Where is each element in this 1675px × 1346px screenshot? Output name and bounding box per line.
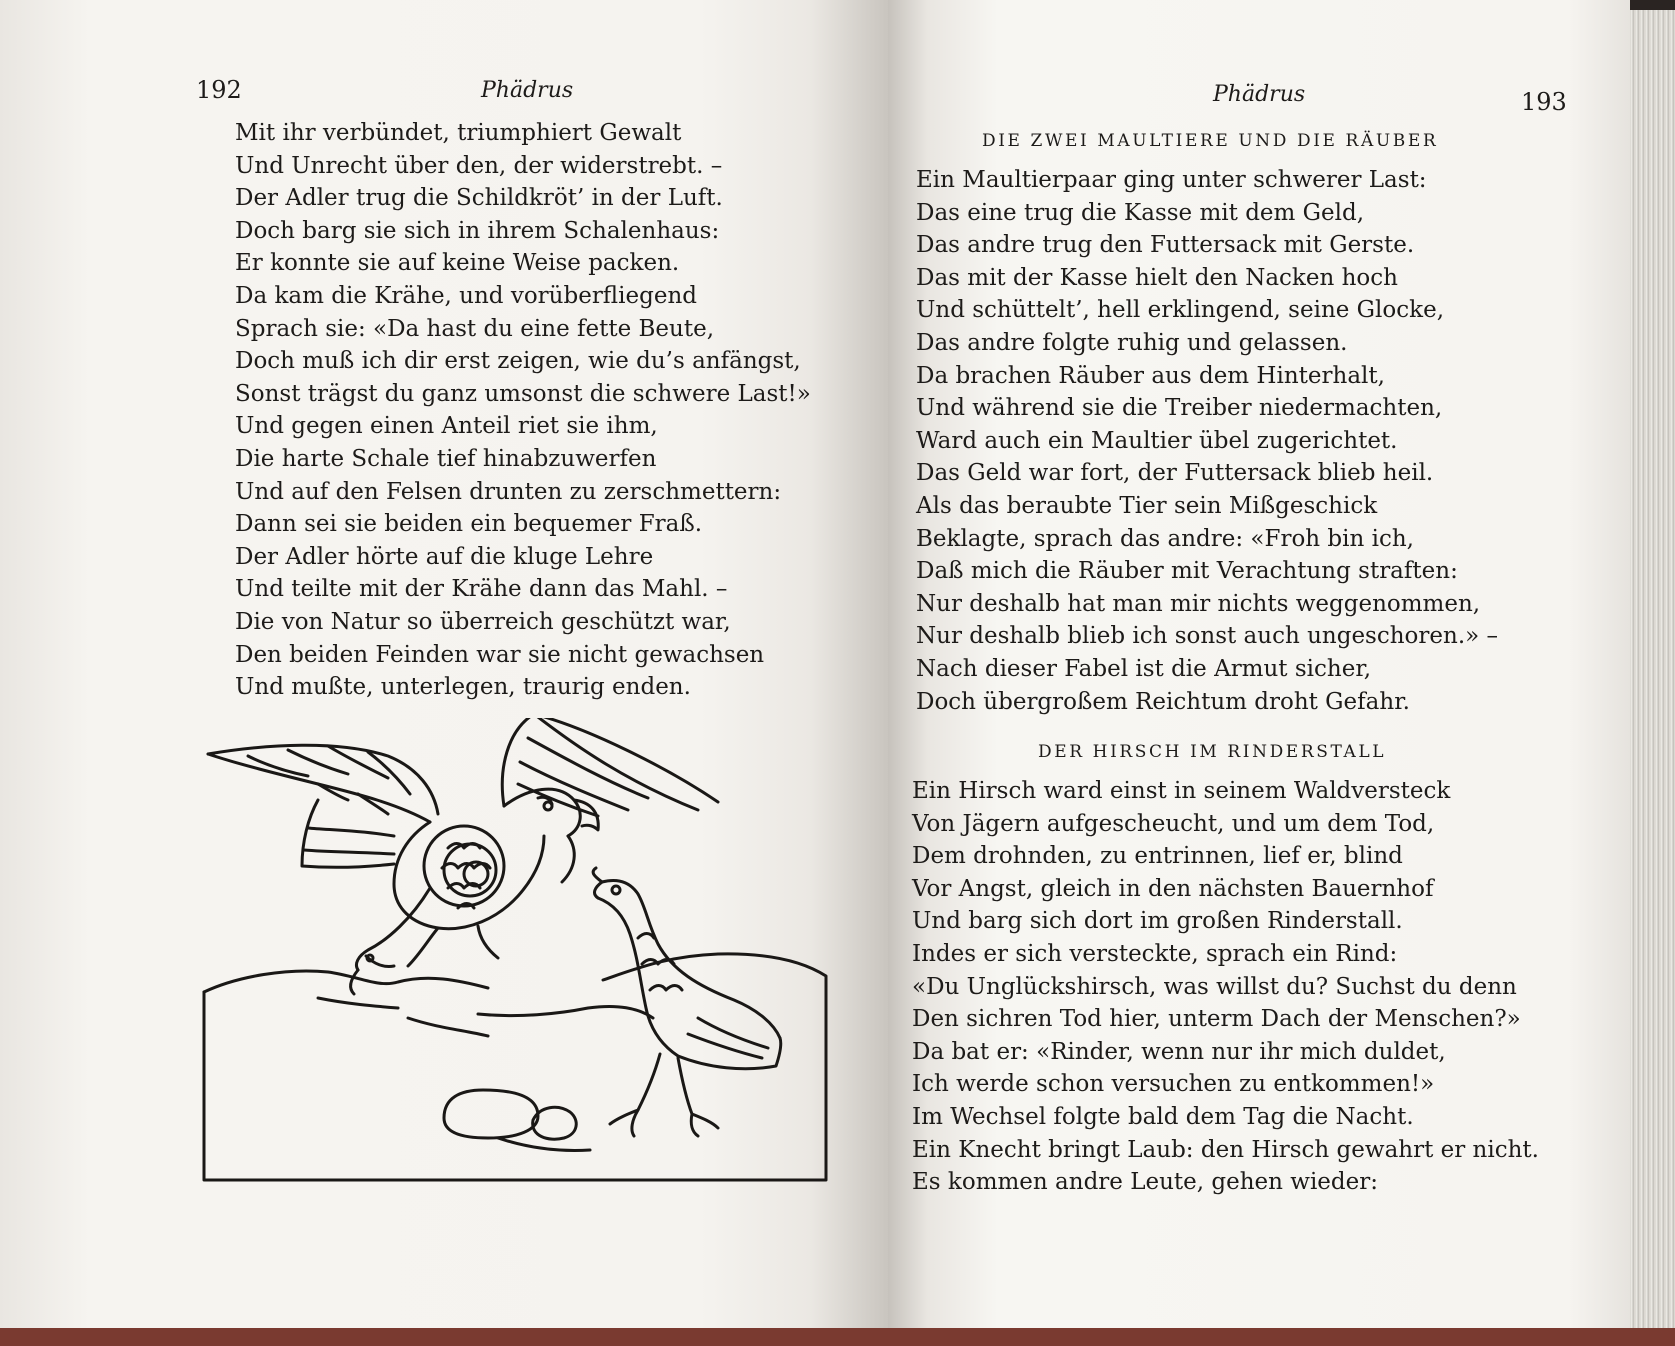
maultiere-verse-line: Und schüttelt’, hell erklingend, seine Glocke, xyxy=(916,297,1445,324)
hirsch-verse-line: Und barg sich dort im großen Rinderstall. xyxy=(912,908,1403,935)
hirsch-verse-line: Ich werde schon versuchen zu entkommen!» xyxy=(912,1071,1435,1098)
maultiere-verse-line: Das mit der Kasse hielt den Nacken hoch xyxy=(916,264,1398,291)
maultiere-verse-line: Das eine trug die Kasse mit dem Geld, xyxy=(916,199,1365,226)
left-verse-line: Sonst trägst du ganz umsonst die schwere Last!» xyxy=(235,380,811,407)
maultiere-verse-line: Das andre trug den Futtersack mit Gerste. xyxy=(916,232,1415,259)
left-verse-line: Die harte Schale tief hinabzuwerfen xyxy=(235,445,657,472)
hirsch-verse-line: Es kommen andre Leute, gehen wieder: xyxy=(912,1169,1378,1196)
hirsch-verse-line: Vor Angst, gleich in den nächsten Bauernhof xyxy=(912,875,1434,902)
left-verse-block xyxy=(235,117,811,704)
hirsch-verse-line: Da bat er: «Rinder, wenn nur ihr mich duldet, xyxy=(912,1038,1446,1065)
hirsch-verse-line: Den sichren Tod hier, unterm Dach der Menschen?» xyxy=(912,1006,1521,1033)
page-number-right: 193 xyxy=(1521,88,1567,116)
hirsch-verse-line: Indes er sich versteckte, sprach ein Rind: xyxy=(912,940,1398,967)
hirsch-verse-line: «Du Unglückshirsch, was willst du? Suchst du denn xyxy=(912,973,1517,1000)
maultiere-verse-line: Ein Maultierpaar ging unter schwerer Last: xyxy=(916,167,1427,193)
left-verse-line: Der Adler hörte auf die kluge Lehre xyxy=(235,543,654,570)
left-verse-line: Doch barg sie sich in ihrem Schalenhaus: xyxy=(235,217,720,244)
maultiere-verse-line: Und während sie die Treiber niedermachten, xyxy=(916,395,1443,422)
maultiere-verse-line: Ward auch ein Maultier übel zugerichtet. xyxy=(916,427,1398,454)
left-verse-line: Da kam die Krähe, und vorüberfliegend xyxy=(235,282,697,309)
maultiere-verse-line: Das andre folgte ruhig und gelassen. xyxy=(916,329,1348,356)
left-verse-line: Und gegen einen Anteil riet sie ihm, xyxy=(235,413,658,440)
left-verse-line: Und auf den Felsen drunten zu zerschmettern: xyxy=(235,478,782,505)
left-verse-line: Sprach sie: «Da hast du eine fette Beute, xyxy=(235,315,715,342)
right-page xyxy=(888,0,1630,1346)
fable-title-maultiere: DIE ZWEI MAULTIERE UND DIE RÄUBER xyxy=(982,131,1439,151)
maultiere-verse-line: Nur deshalb blieb ich sonst auch ungeschoren.» – xyxy=(916,623,1499,650)
left-verse-line: Die von Natur so überreich geschützt war, xyxy=(235,608,731,635)
left-verse-line: Den beiden Feinden war sie nicht gewachsen xyxy=(235,641,765,668)
left-verse-line: Dann sei sie beiden ein bequemer Fraß. xyxy=(235,511,703,538)
book-cover-edge xyxy=(0,1328,1675,1346)
running-title-right: Phädrus xyxy=(1213,82,1306,107)
fable-title-hirsch: DER HIRSCH IM RINDERSTALL xyxy=(1038,742,1387,762)
maultiere-verse-line: Da brachen Räuber aus dem Hinterhalt, xyxy=(916,362,1385,389)
left-verse-line: Doch muß ich dir erst zeigen, wie du’s anfängst, xyxy=(235,348,801,375)
running-title-left: Phädrus xyxy=(481,78,574,103)
maultiere-verse-line: Doch übergroßem Reichtum droht Gefahr. xyxy=(916,688,1410,715)
hirsch-verse-line: Dem drohnden, zu entrinnen, lief er, blind xyxy=(912,843,1403,870)
hirsch-verse-line: Ein Knecht bringt Laub: den Hirsch gewahrt er nicht. xyxy=(912,1136,1539,1163)
hirsch-verse-line: Von Jägern aufgescheucht, und um dem Tod, xyxy=(912,810,1435,837)
maultiere-verse-line: Als das beraubte Tier sein Mißgeschick xyxy=(916,492,1378,519)
hirsch-verse-line: Im Wechsel folgte bald dem Tag die Nacht. xyxy=(912,1103,1414,1130)
left-verse-line: Er konnte sie auf keine Weise packen. xyxy=(235,250,680,277)
hirsch-verse-line: Ein Hirsch ward einst in seinem Waldversteck xyxy=(912,778,1451,804)
fable-maultiere-verse xyxy=(916,164,1498,718)
fable-hirsch-verse xyxy=(912,775,1539,1199)
maultiere-verse-line: Nach dieser Fabel ist die Armut sicher, xyxy=(916,655,1372,682)
maultiere-verse-line: Beklagte, sprach das andre: «Froh bin ich, xyxy=(916,525,1414,552)
left-verse-line: Und teilte mit der Krähe dann das Mahl. – xyxy=(235,576,728,603)
left-verse-line: Mit ihr verbündet, triumphiert Gewalt xyxy=(235,120,682,146)
book-page-edges xyxy=(1630,10,1675,1346)
maultiere-verse-line: Daß mich die Räuber mit Verachtung straften: xyxy=(916,558,1458,585)
left-verse-line: Der Adler trug die Schildkröt’ in der Luft. xyxy=(235,185,723,212)
left-verse-line: Und mußte, unterlegen, traurig enden. xyxy=(235,674,691,701)
maultiere-verse-line: Nur deshalb hat man mir nichts weggenommen, xyxy=(916,590,1481,617)
left-verse-line: Und Unrecht über den, der widerstrebt. – xyxy=(235,152,723,179)
eagle-crow-tortoise-woodcut xyxy=(198,718,838,1188)
maultiere-verse-line: Das Geld war fort, der Futtersack blieb heil. xyxy=(916,460,1434,487)
page-number-left: 192 xyxy=(196,76,242,104)
